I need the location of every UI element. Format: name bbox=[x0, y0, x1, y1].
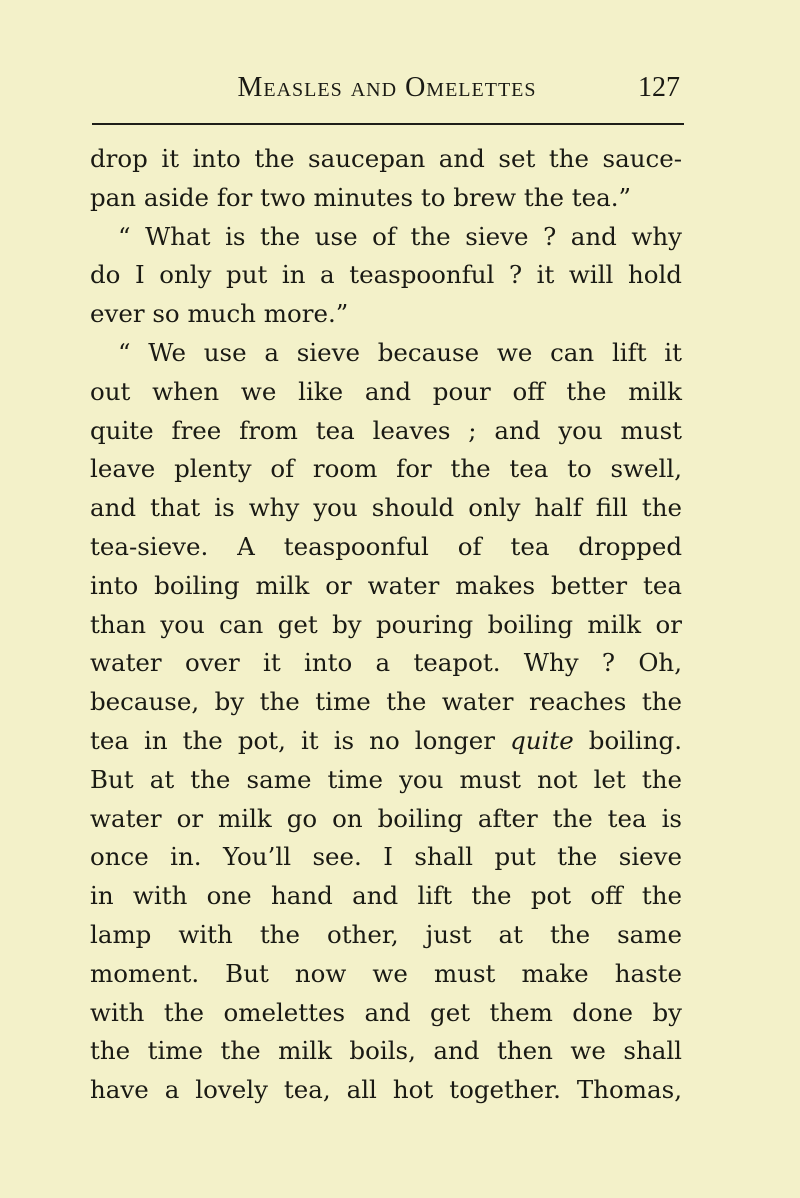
text-line: with the omelettes and get them done by bbox=[90, 997, 682, 1027]
text-line: in with one hand and lift the pot off the bbox=[90, 881, 682, 911]
text-line: have a lovely tea, all hot together. Thomas, bbox=[90, 1075, 682, 1105]
text-line: quite free from tea leaves ; and you must bbox=[90, 415, 682, 445]
text-segment: tea in the pot, it is no longer bbox=[90, 725, 496, 755]
text-line: once in. You’ll see. I shall put the sieve bbox=[90, 842, 682, 872]
text-line-with-emphasis bbox=[90, 722, 682, 761]
text-line: water or milk go on boiling after the tea is bbox=[90, 803, 682, 833]
text-line: leave plenty of room for the tea to swell, bbox=[90, 454, 682, 484]
text-line: “ We use a sieve because we can lift it bbox=[118, 337, 682, 367]
text-line: lamp with the other, just at the same bbox=[90, 919, 682, 949]
text-line: do I only put in a teaspoonful ? it will hold bbox=[90, 260, 682, 290]
running-title: Measles and Omelettes bbox=[237, 72, 537, 103]
emphasized-word: quite bbox=[510, 725, 574, 755]
page-header bbox=[90, 72, 684, 112]
text-line: the time the milk boils, and then we shall bbox=[90, 1036, 682, 1066]
text-line: tea-sieve. A teaspoonful of tea dropped bbox=[90, 531, 682, 561]
header-rule bbox=[92, 123, 684, 125]
text-line: and that is why you should only half fill the bbox=[90, 493, 682, 523]
text-line: drop it into the saucepan and set the sauce- bbox=[90, 144, 682, 173]
text-line: because, by the time the water reaches the bbox=[90, 687, 682, 717]
text-line: out when we like and pour off the milk bbox=[90, 376, 682, 406]
text-line: into boiling milk or water makes better tea bbox=[90, 570, 682, 600]
text-line: But at the same time you must not let the bbox=[90, 764, 682, 794]
text-segment: boiling. bbox=[588, 725, 682, 755]
text-line: than you can get by pouring boiling milk or bbox=[90, 609, 682, 639]
page-number: 127 bbox=[638, 72, 680, 103]
body-text bbox=[90, 140, 682, 1110]
text-line: moment. But now we must make haste bbox=[90, 958, 682, 988]
text-line: pan aside for two minutes to brew the tea.” bbox=[90, 182, 632, 212]
text-line: “ What is the use of the sieve ? and why bbox=[118, 221, 682, 251]
text-line: ever so much more.” bbox=[90, 299, 349, 329]
text-line: water over it into a teapot. Why ? Oh, bbox=[90, 648, 682, 678]
